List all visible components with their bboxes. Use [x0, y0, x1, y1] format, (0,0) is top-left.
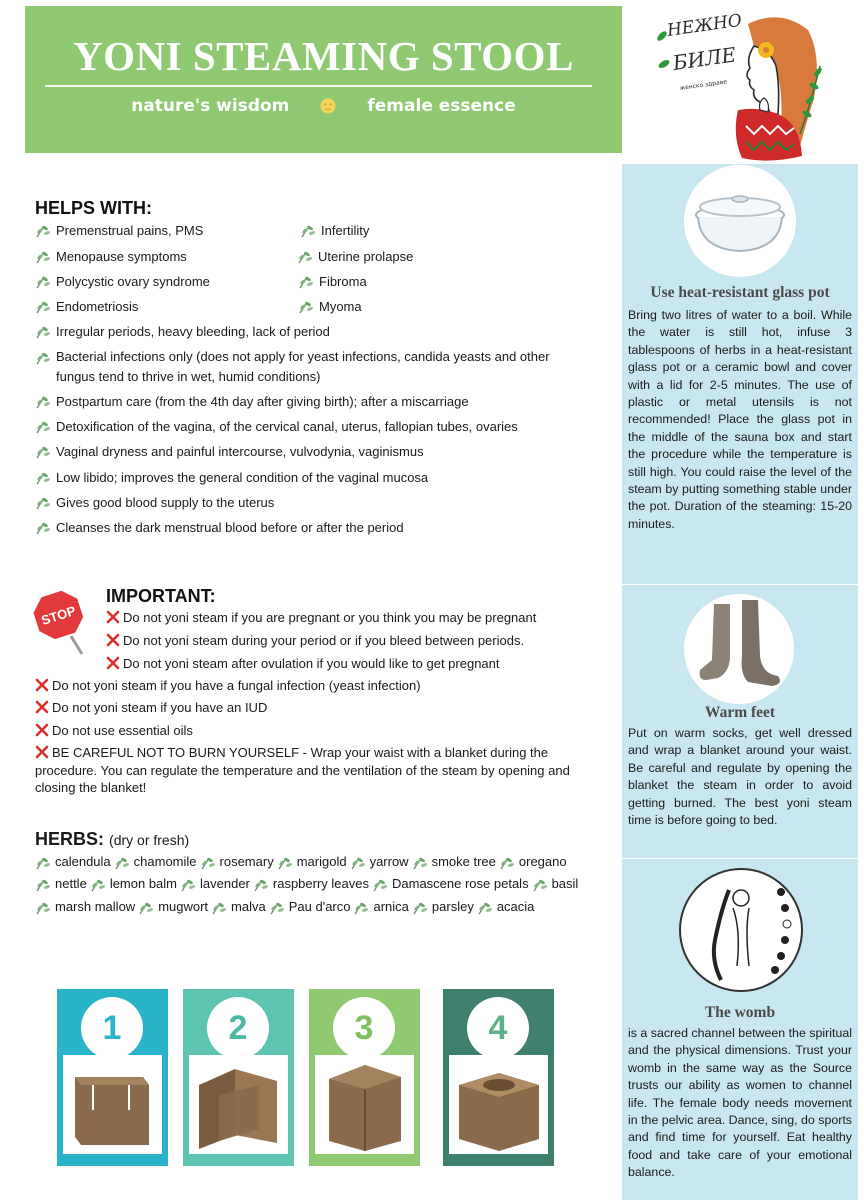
leaf-icon — [35, 299, 52, 314]
warning-item: Do not yoni steam if you are pregnant or you think you may be pregnant — [106, 607, 606, 628]
leaf-icon — [412, 900, 429, 915]
stool-step-2-image — [189, 1055, 288, 1154]
leaf-icon — [90, 877, 107, 892]
herb-item: marsh mallow — [35, 897, 135, 917]
svg-text:НЕЖНО: НЕЖНО — [665, 10, 744, 41]
leaf-icon — [35, 444, 52, 459]
list-item: Polycystic ovary syndrome — [35, 271, 295, 292]
divider — [622, 858, 858, 859]
warning-item: BE CAREFUL NOT TO BURN YOURSELF - Wrap your waist with a blanket during the procedure. You can regulate the temperature and the ventilation of the steam by opening and closing the blanket! — [35, 745, 570, 795]
section-title: The womb — [704, 1004, 776, 1021]
section-text: is a sacred channel between the spiritual and the physical dimensions. Trust your womb in the same way as the Source trusts our ability as women to channel life. The female body needs movement in the pelvic area. Dance, sing, do sports and find time for yourself. Eat healthy food and take care of your emotional balance. — [628, 1026, 852, 1180]
leaf-icon — [412, 855, 429, 870]
glass-pot-image — [684, 165, 796, 277]
list-item: Uterine prolapse — [297, 246, 497, 267]
svg-text:женско здраве: женско здраве — [679, 78, 728, 92]
page-title: YONI STEAMING STOOL — [73, 33, 574, 79]
warning-item: Do not yoni steam if you have a fungal infection (yeast infection) — [35, 675, 605, 696]
herbs-note: (dry or fresh) — [109, 832, 190, 848]
assembly-step-3 — [309, 989, 420, 1166]
herb-item: malva — [211, 897, 266, 917]
helps-with-title: HELPS WITH: — [35, 198, 152, 218]
banner-divider — [45, 85, 592, 87]
list-item: Cleanses the dark menstrual blood before or after the period — [35, 517, 605, 538]
leaf-icon — [35, 855, 52, 870]
herb-item: basil — [532, 874, 579, 894]
womb-illustration — [679, 868, 803, 992]
divider — [622, 584, 858, 585]
herb-item: acacia — [477, 897, 535, 917]
red-x-icon — [106, 656, 120, 670]
leaf-icon — [35, 274, 52, 289]
full-moon-icon — [319, 97, 337, 115]
herb-item: parsley — [412, 897, 474, 917]
leaf-icon — [300, 223, 317, 238]
red-x-icon — [35, 745, 49, 759]
leaf-icon — [35, 495, 52, 510]
list-item: Menopause symptoms — [35, 246, 295, 267]
list-item: Detoxification of the vagina, of the cervical canal, uterus, fallopian tubes, ovaries — [35, 416, 605, 437]
stop-sign-icon — [30, 588, 88, 658]
stool-step-1-image — [63, 1055, 162, 1154]
leaf-icon — [532, 877, 549, 892]
herb-item: calendula — [35, 852, 111, 872]
step-number: 3 — [333, 997, 395, 1059]
section-text: Put on warm socks, get well dressed and wrap a blanket around your waist. Be careful and regulate by opening the blanket the steam in order to avoid getting burned. The best yoni steam time is before going to bed. — [628, 726, 852, 828]
stool-step-4-image — [449, 1055, 548, 1154]
list-item: Gives good blood supply to the uterus — [35, 492, 605, 513]
leaf-icon — [35, 877, 52, 892]
list-item: Myoma — [298, 296, 498, 317]
red-x-icon — [35, 700, 49, 714]
herb-item: arnica — [353, 897, 408, 917]
herbs-title: HERBS: — [35, 829, 105, 849]
red-x-icon — [35, 678, 49, 692]
herb-item: yarrow — [350, 852, 409, 872]
assembly-step-4 — [443, 989, 554, 1166]
herb-item: marigold — [277, 852, 347, 872]
leaf-icon — [35, 223, 52, 238]
list-item: Postpartum care (from the 4th day after giving birth); after a miscarriage — [35, 391, 605, 412]
list-item: Low libido; improves the general condition of the vaginal mucosa — [35, 467, 605, 488]
assembly-step-2 — [183, 989, 294, 1166]
leaf-icon — [499, 855, 516, 870]
crescent-moon-icon — [343, 97, 361, 115]
list-item: Infertility — [300, 220, 500, 241]
warning-item: Do not yoni steam after ovulation if you would like to get pregnant — [106, 653, 606, 674]
banner-subtitle — [25, 96, 622, 116]
step-number: 4 — [467, 997, 529, 1059]
assembly-step-1 — [57, 989, 168, 1166]
warning-item: Do not yoni steam during your period or if you bleed between periods. — [106, 630, 606, 651]
herb-item: Pau d'arco — [269, 897, 351, 917]
glass-pot-section — [628, 282, 852, 533]
list-item: Irregular periods, heavy bleeding, lack of period — [35, 321, 605, 342]
leaf-icon — [114, 855, 131, 870]
herb-item: raspberry leaves — [253, 874, 369, 894]
leaf-icon — [200, 855, 217, 870]
leaf-icon — [35, 900, 52, 915]
herb-row — [35, 852, 570, 872]
leaf-icon — [35, 394, 52, 409]
crescent-moon-icon — [295, 97, 313, 115]
list-item: Vaginal dryness and painful intercourse, vulvodynia, vaginismus — [35, 441, 605, 462]
red-x-icon — [106, 633, 120, 647]
leaf-icon — [35, 470, 52, 485]
herbs-heading — [35, 829, 189, 850]
svg-text:БИЛЕ: БИЛЕ — [671, 42, 738, 75]
leaf-icon — [35, 520, 52, 535]
red-x-icon — [106, 610, 120, 624]
step-number: 1 — [81, 997, 143, 1059]
herb-item: oregano — [499, 852, 567, 872]
leaf-icon — [35, 249, 52, 264]
warm-feet-section — [628, 702, 852, 829]
herb-item: nettle — [35, 874, 87, 894]
section-title: Use heat-resistant glass pot — [650, 284, 830, 301]
womb-section — [628, 1002, 852, 1182]
leaf-icon — [298, 274, 315, 289]
leaf-icon — [138, 900, 155, 915]
herb-item: Damascene rose petals — [372, 874, 529, 894]
herb-row — [35, 897, 537, 917]
leaf-icon — [180, 877, 197, 892]
stop-sign-label: STOP — [39, 602, 78, 628]
subtitle-left: nature's wisdom — [131, 96, 290, 116]
important-title: IMPORTANT: — [106, 586, 216, 606]
warm-socks-image — [684, 594, 794, 704]
list-item: Bacterial infections only (does not apply for yeast infections, candida yeasts and other fungus tend to thrive in wet, humid conditions) — [35, 347, 580, 387]
leaf-icon — [211, 900, 228, 915]
red-x-icon — [35, 723, 49, 737]
subtitle-right: female essence — [367, 96, 516, 116]
section-title: Warm feet — [704, 704, 776, 721]
leaf-icon — [269, 900, 286, 915]
herb-item: lavender — [180, 874, 250, 894]
leaf-icon — [35, 324, 52, 339]
title-banner — [25, 6, 622, 153]
herb-item: smoke tree — [412, 852, 496, 872]
leaf-icon — [297, 249, 314, 264]
herb-item: rosemary — [200, 852, 274, 872]
step-number: 2 — [207, 997, 269, 1059]
warning-item: Do not use essential oils — [35, 720, 605, 741]
stool-step-3-image — [315, 1055, 414, 1154]
leaf-icon — [372, 877, 389, 892]
herb-row — [35, 874, 581, 894]
list-item: Endometriosis — [35, 296, 295, 317]
warning-item: Do not yoni steam if you have an IUD — [35, 697, 605, 718]
leaf-icon — [277, 855, 294, 870]
leaf-icon — [477, 900, 494, 915]
herb-item: mugwort — [138, 897, 208, 917]
instructions-sidebar — [622, 164, 858, 1200]
brand-logo — [650, 6, 834, 164]
leaf-icon — [35, 350, 52, 365]
section-text: Bring two litres of water to a boil. While the water is still hot, infuse 3 tablespoons of herbs in a heat-resistant glass pot or a ceramic bowl and cover with a lid for 2-5 minutes. The use of plastic or metal utensils is not recommended! Place the glass pot in the middle of the sauna box and start the procedure while the temperature is still high. You could raise the level of the steam by putting something stable under the pot. Duration of the steaming: 15-20 minutes. — [628, 308, 852, 531]
list-item: Premenstrual pains, PMS — [35, 220, 295, 241]
leaf-icon — [35, 419, 52, 434]
leaf-icon — [350, 855, 367, 870]
leaf-icon — [253, 877, 270, 892]
leaf-icon — [353, 900, 370, 915]
herb-item: chamomile — [114, 852, 197, 872]
herb-item: lemon balm — [90, 874, 177, 894]
list-item: Fibroma — [298, 271, 498, 292]
leaf-icon — [298, 299, 315, 314]
